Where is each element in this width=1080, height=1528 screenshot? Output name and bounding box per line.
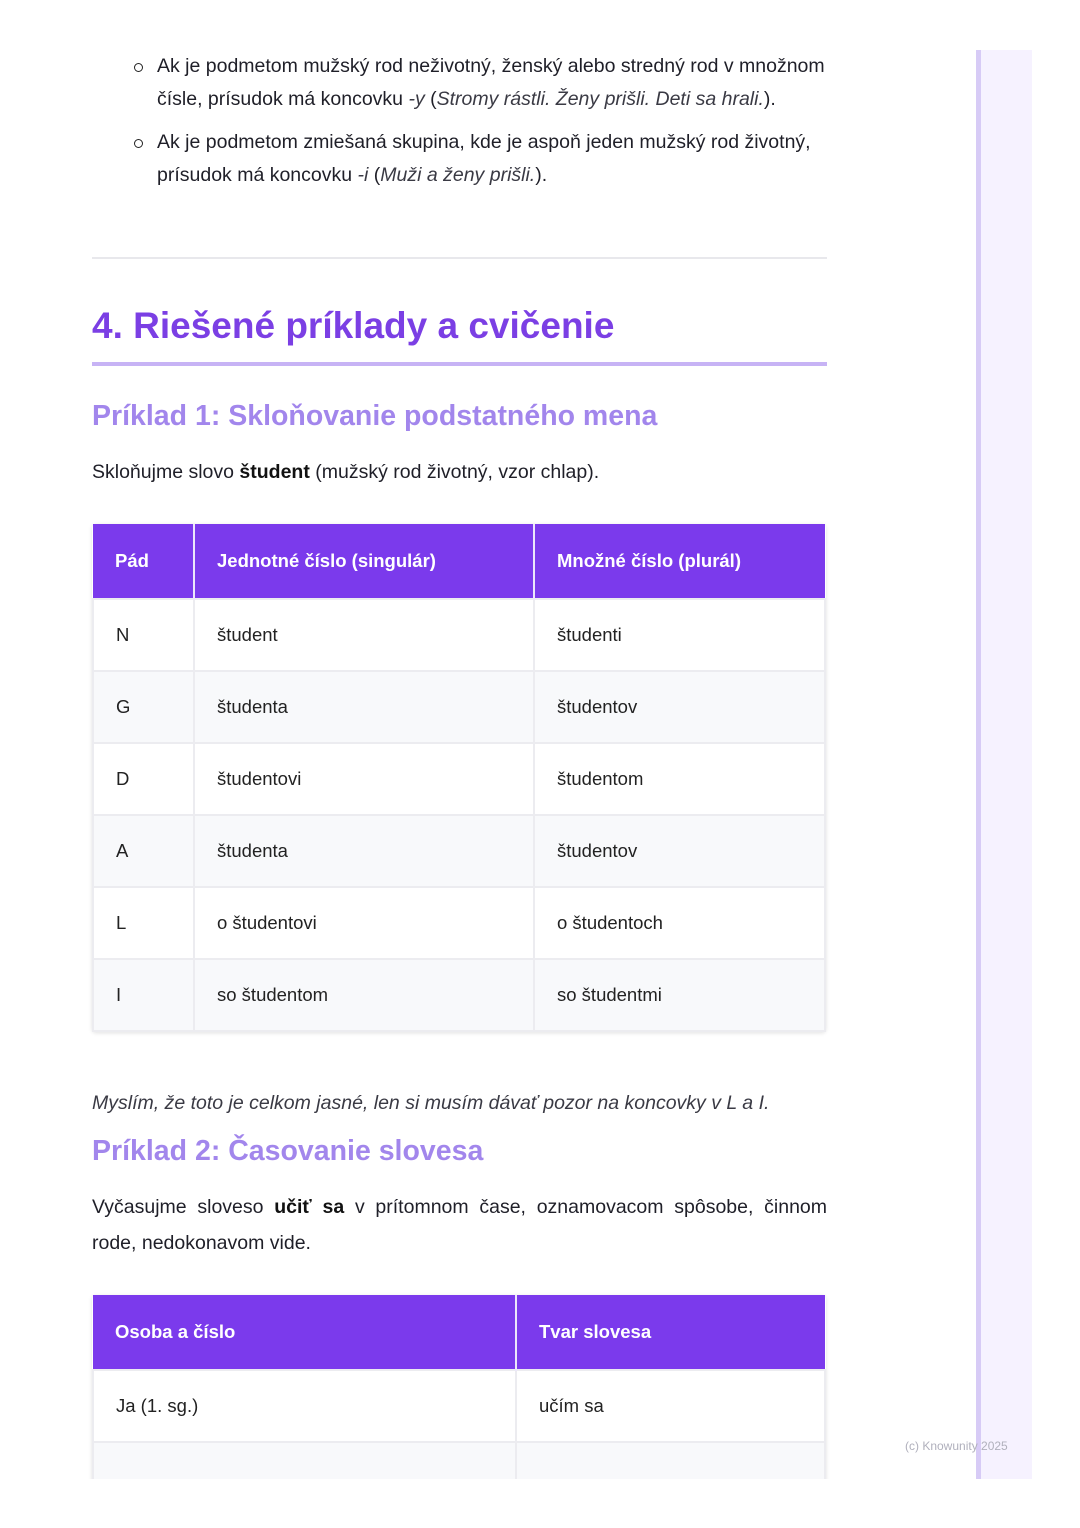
- table-cell: študenta: [194, 671, 534, 743]
- side-margin-panel: [976, 50, 1032, 1479]
- table-cell: Ja (1. sg.): [93, 1370, 516, 1442]
- divider: [92, 257, 827, 259]
- table-cell: študenti: [534, 599, 825, 671]
- table-cell: D: [93, 743, 194, 815]
- ending: -y: [408, 88, 425, 110]
- table-row: [93, 743, 825, 815]
- study-note: Myslím, že toto je celkom jasné, len si musím dávať pozor na koncovky v L a I.: [92, 1091, 770, 1114]
- list-item: [92, 126, 827, 192]
- table-cell: učím sa: [516, 1370, 825, 1442]
- table-cell: študentov: [534, 671, 825, 743]
- table-header-row: [93, 1295, 825, 1370]
- intro-bold: študent: [239, 461, 310, 483]
- table-cell: študentom: [534, 743, 825, 815]
- example2-title: Príklad 2: Časovanie slovesa: [92, 1135, 484, 1167]
- page-bottom-margin: [0, 1479, 1080, 1528]
- intro-text: Skloňujme slovo: [92, 461, 240, 483]
- table-cell: L: [93, 887, 194, 959]
- paren: ).: [763, 88, 776, 110]
- paren: (: [424, 88, 437, 110]
- table-cell: so študentom: [194, 959, 534, 1031]
- table-row: [93, 887, 825, 959]
- table-row: [93, 1370, 825, 1442]
- bullet-text: Ak je podmetom zmiešaná skupina, kde je aspoň jeden mužský rod životný, prísudok má koncovku: [157, 131, 811, 186]
- table-row: [93, 959, 825, 1031]
- circle-bullet-icon: [134, 63, 143, 72]
- table-cell: študentov: [534, 815, 825, 887]
- ending: -i: [357, 164, 369, 186]
- paren: ).: [535, 164, 548, 186]
- intro-text: Vyčasujme sloveso: [92, 1196, 275, 1218]
- table-row: [93, 815, 825, 887]
- copyright-footer: (c) Knowunity 2025: [905, 1439, 1008, 1453]
- declension-table: [92, 524, 826, 1032]
- table-cell: o študentoch: [534, 887, 825, 959]
- column-header: Jednotné číslo (singulár): [194, 524, 534, 599]
- example2-intro: [92, 1189, 827, 1261]
- table-cell: G: [93, 671, 194, 743]
- section-title: 4. Riešené príklady a cvičenie: [92, 305, 615, 346]
- example: Muži a ženy prišli.: [380, 164, 536, 186]
- table-cell: so študentmi: [534, 959, 825, 1031]
- column-header: Osoba a číslo: [93, 1295, 516, 1370]
- table-header-row: [93, 524, 825, 599]
- table-cell: o študentovi: [194, 887, 534, 959]
- column-header: Pád: [93, 524, 194, 599]
- table-cell: študent: [194, 599, 534, 671]
- intro-text: v prítomnom čase, oznamovacom spôsobe, činnom rode, nedokonavom vide.: [92, 1196, 828, 1254]
- table-cell: študenta: [194, 815, 534, 887]
- example1-intro: [92, 454, 827, 490]
- intro-bold: učiť sa: [274, 1196, 345, 1218]
- table-row: [93, 671, 825, 743]
- example1-title: Príklad 1: Skloňovanie podstatného mena: [92, 400, 658, 432]
- list-item: [92, 50, 827, 116]
- example: Stromy rástli. Ženy prišli. Deti sa hrali.: [436, 88, 764, 110]
- intro-text: (mužský rod životný, vzor chlap).: [309, 461, 600, 483]
- paren: (: [368, 164, 381, 186]
- table-cell: študentovi: [194, 743, 534, 815]
- rules-list: [92, 50, 827, 202]
- table-cell: A: [93, 815, 194, 887]
- column-header: Množné číslo (plurál): [534, 524, 825, 599]
- table-row: [93, 599, 825, 671]
- table-cell: I: [93, 959, 194, 1031]
- circle-bullet-icon: [134, 139, 143, 148]
- table-cell: N: [93, 599, 194, 671]
- column-header: Tvar slovesa: [516, 1295, 825, 1370]
- bullet-text: Ak je podmetom mužský rod neživotný, ženský alebo stredný rod v množnom čísle, prísudok má koncovku: [157, 55, 825, 110]
- section-title-underline: [92, 362, 827, 366]
